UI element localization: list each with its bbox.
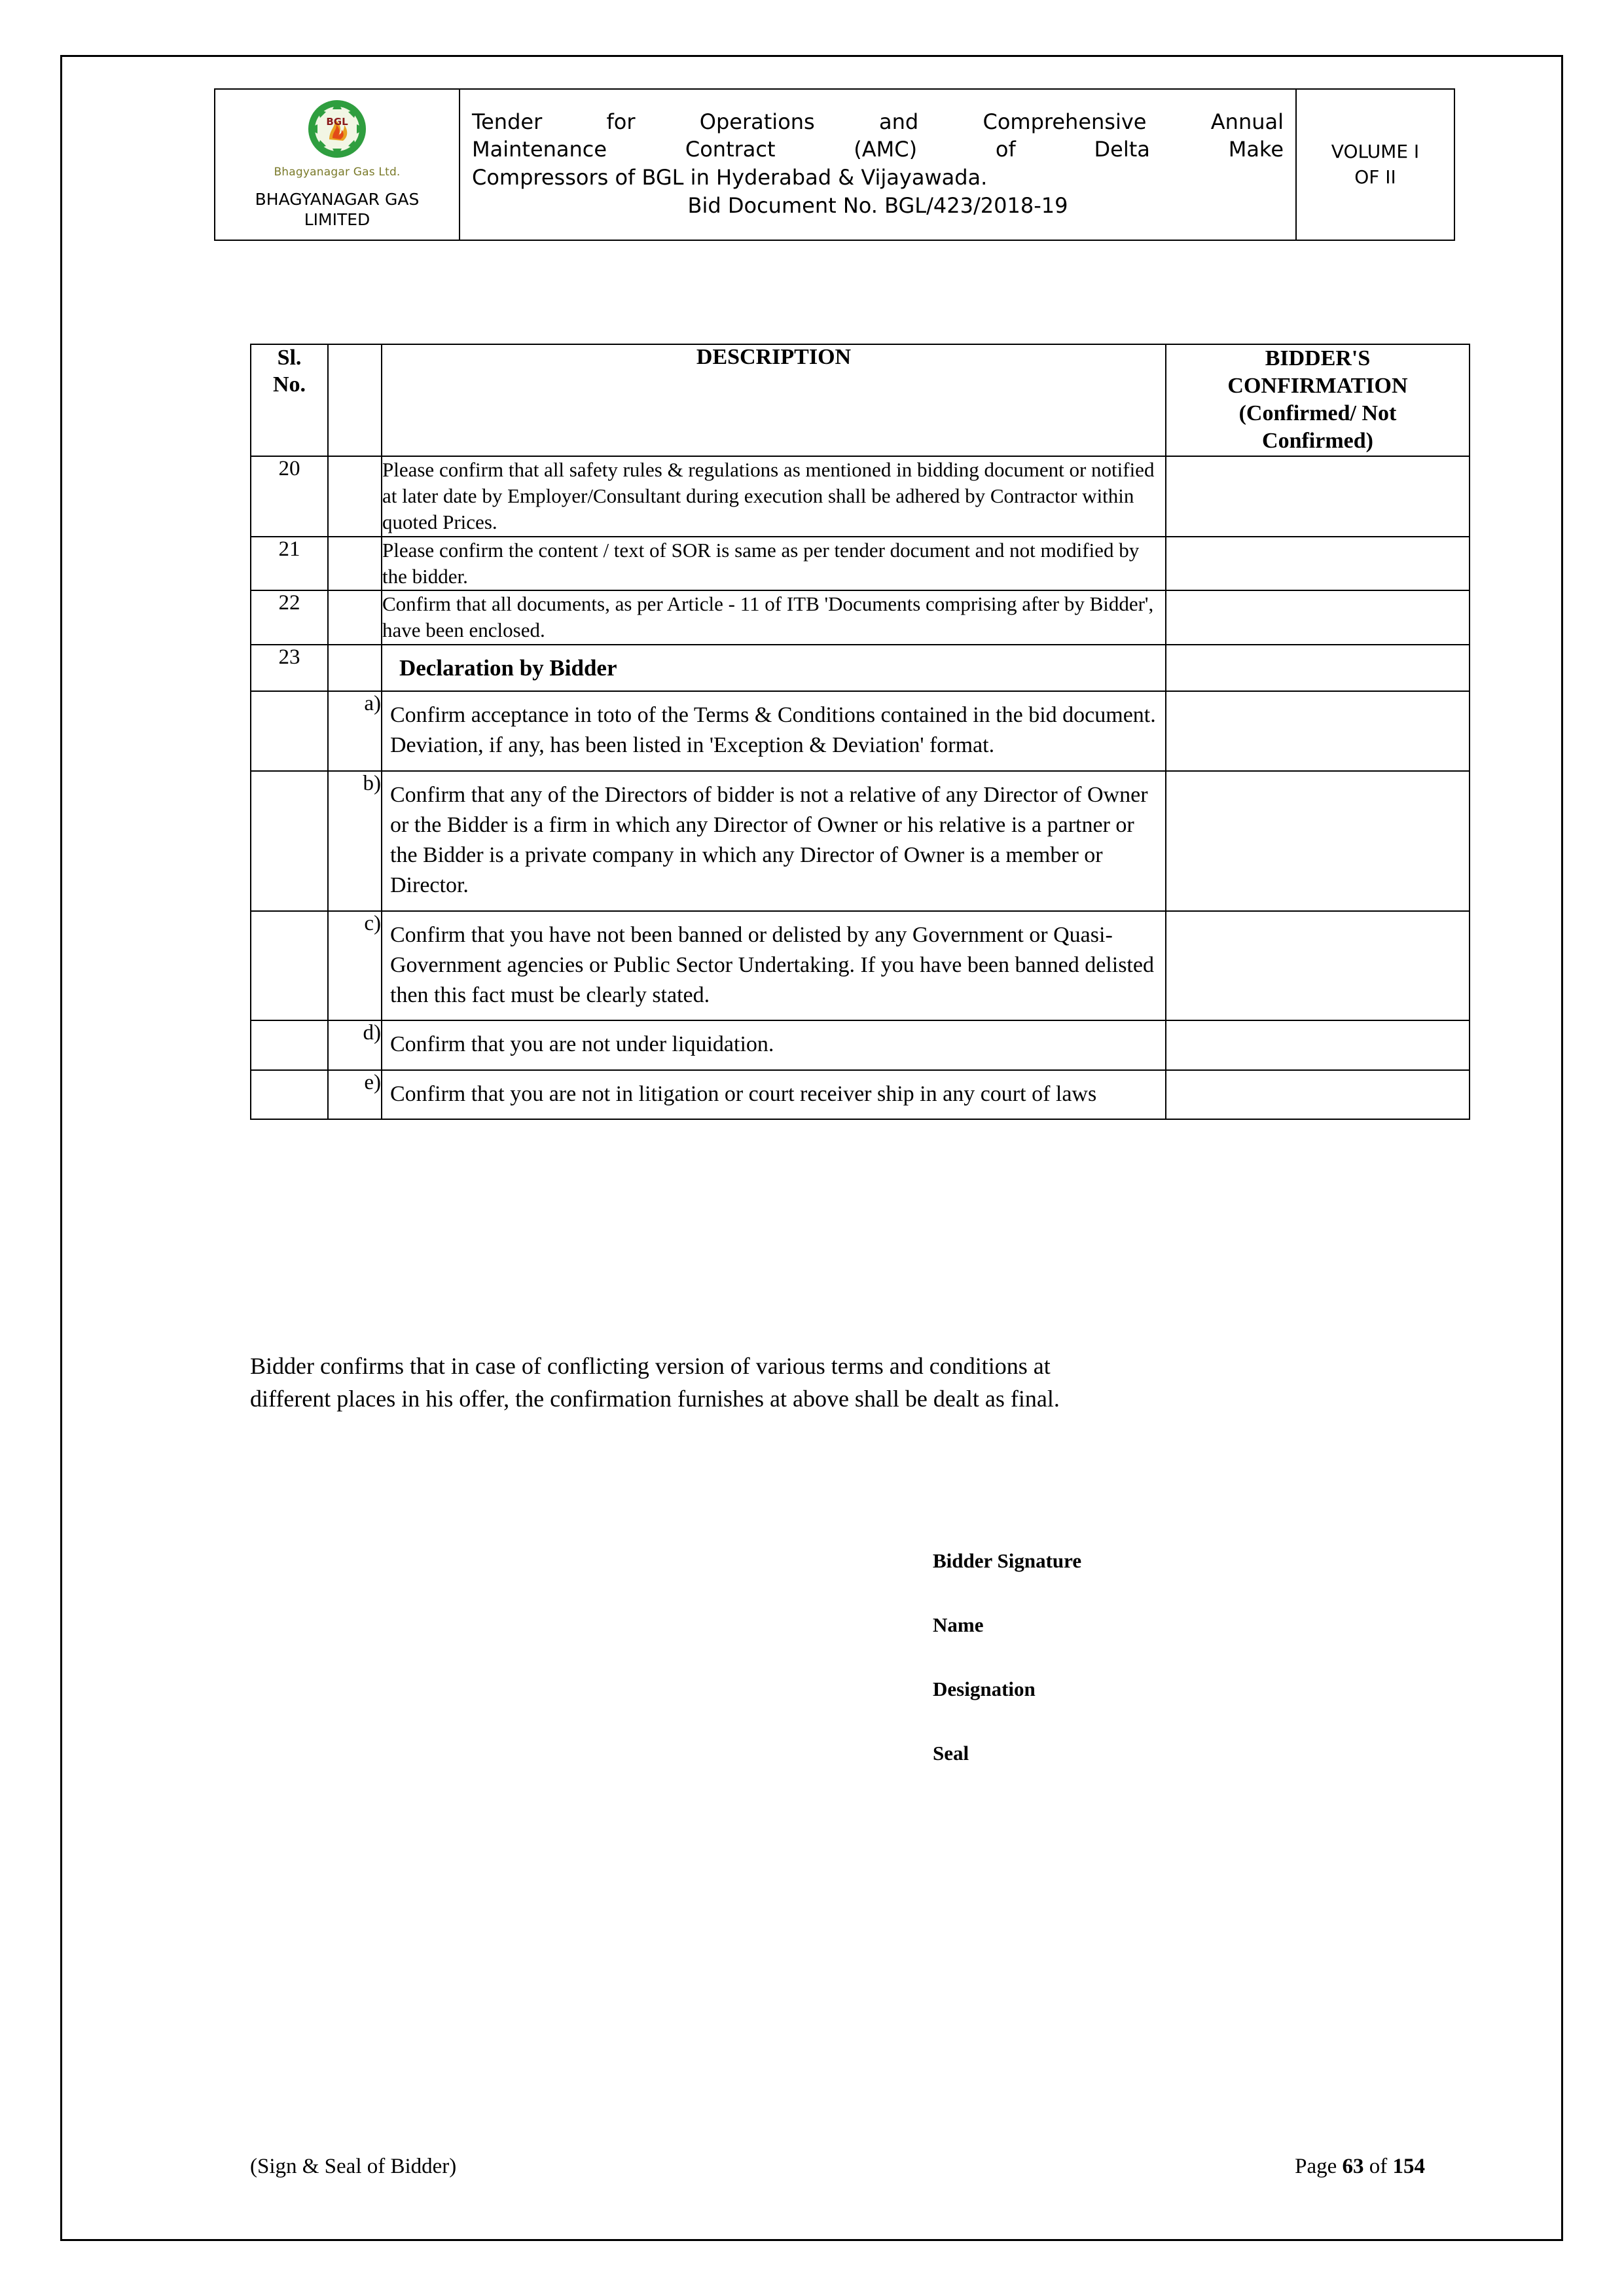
row-sub-label — [328, 645, 382, 692]
row-description: Confirm that you are not under liquidation. — [382, 1020, 1166, 1069]
row-description: Declaration by Bidder — [382, 645, 1166, 692]
row-confirmation-input[interactable] — [1166, 537, 1470, 591]
row-confirmation-input[interactable] — [1166, 456, 1470, 537]
table-row — [251, 537, 1470, 591]
footer-sign-seal: (Sign & Seal of Bidder) — [250, 2155, 457, 2178]
column-header-description: DESCRIPTION — [382, 344, 1166, 456]
svg-text:BGL: BGL — [326, 116, 348, 128]
table-row — [251, 911, 1470, 1021]
table-row — [251, 456, 1470, 537]
closing-paragraph-line2: different places in his offer, the confirmation furnishes at above shall be dealt as final. — [250, 1386, 1060, 1412]
document-header-table — [214, 88, 1455, 241]
column-header-sl-no: Sl. No. — [251, 344, 328, 456]
table-header-row — [251, 344, 1470, 456]
row-sl-no — [251, 1020, 328, 1069]
row-sub-label — [328, 590, 382, 645]
logo-company-line2: LIMITED — [304, 210, 370, 230]
bidder-confirmation-table — [250, 344, 1470, 1120]
table-row — [251, 1070, 1470, 1119]
header-title-line3: Compressors of BGL in Hyderabad & Vijayawada. — [472, 165, 988, 190]
row-sl-no: 23 — [251, 645, 328, 692]
header-bid-document-no: Bid Document No. BGL/423/2018-19 — [687, 193, 1068, 219]
logo-tagline: Bhagyanagar Gas Ltd. — [274, 166, 401, 179]
bidder-signature-label: Bidder Signature — [933, 1549, 1082, 1572]
header-logo-cell — [215, 89, 460, 240]
header-title-cell — [460, 89, 1296, 240]
table-row — [251, 691, 1470, 770]
signature-block — [933, 1549, 1081, 1806]
bgl-gas-logo-icon — [298, 96, 376, 164]
column-header-bidders-confirmation: BIDDER'S CONFIRMATION (Confirmed/ Not Confirmed) — [1166, 344, 1470, 456]
table-row — [251, 590, 1470, 645]
volume-line1: VOLUME I — [1331, 141, 1420, 163]
row-sl-no — [251, 691, 328, 770]
row-sl-no: 22 — [251, 590, 328, 645]
header-volume-cell — [1296, 89, 1454, 240]
row-sl-no — [251, 911, 328, 1021]
row-confirmation-input[interactable] — [1166, 1070, 1470, 1119]
row-confirmation-input[interactable] — [1166, 1020, 1470, 1069]
row-confirmation-input[interactable] — [1166, 691, 1470, 770]
row-confirmation-input[interactable] — [1166, 590, 1470, 645]
column-header-blank — [328, 344, 382, 456]
row-description: Confirm acceptance in toto of the Terms & Conditions contained in the bid document. Deviation, if any, has been listed in 'Exception & Deviation' format. — [382, 691, 1166, 770]
document-page — [60, 55, 1563, 2241]
row-confirmation-input[interactable] — [1166, 911, 1470, 1021]
name-label: Name — [933, 1613, 984, 1636]
table-row — [251, 1020, 1470, 1069]
row-description: Please confirm that all safety rules & regulations as mentioned in bidding document or notified at later date by Employer/Consultant during execution shall be adhered by Contractor within quoted Prices. — [382, 456, 1166, 537]
row-description: Confirm that you are not in litigation or court receiver ship in any court of laws — [382, 1070, 1166, 1119]
row-description: Please confirm the content / text of SOR is same as per tender document and not modified by the bidder. — [382, 537, 1166, 591]
row-description: Confirm that all documents, as per Article - 11 of ITB 'Documents comprising after by Bidder', have been enclosed. — [382, 590, 1166, 645]
header-title-line1: Tender for Operations and Comprehensive Annual — [472, 109, 1284, 134]
row-description: Confirm that you have not been banned or delisted by any Government or Quasi-Government agencies or Public Sector Undertaking. If you have been banned delisted then this fact must be clearly stated. — [382, 911, 1166, 1021]
row-sub-label: a) — [328, 691, 382, 770]
logo-company-line1: BHAGYANAGAR GAS — [255, 190, 420, 209]
header-title-line2: Maintenance Contract (AMC) of Delta Make — [472, 137, 1284, 162]
row-sl-no — [251, 1070, 328, 1119]
closing-paragraph-line1: Bidder confirms that in case of conflicting version of various terms and conditions at — [250, 1353, 1051, 1379]
table-row — [251, 645, 1470, 692]
row-sl-no — [251, 771, 328, 911]
designation-label: Designation — [933, 1677, 1036, 1700]
row-confirmation-input[interactable] — [1166, 771, 1470, 911]
row-sl-no: 21 — [251, 537, 328, 591]
volume-line2: OF II — [1354, 166, 1396, 188]
footer-page-number: Page 63 of 154 — [1295, 2155, 1425, 2178]
row-sub-label: b) — [328, 771, 382, 911]
row-sub-label: e) — [328, 1070, 382, 1119]
row-sub-label — [328, 456, 382, 537]
row-sub-label: c) — [328, 911, 382, 1021]
row-sl-no: 20 — [251, 456, 328, 537]
row-sub-label: d) — [328, 1020, 382, 1069]
row-description: Confirm that any of the Directors of bidder is not a relative of any Director of Owner or the Bidder is a firm in which any Director of Owner or his relative is a partner or the Bidder is a private company in which any Director of Owner is a member or Director. — [382, 771, 1166, 911]
seal-label: Seal — [933, 1742, 969, 1765]
row-sub-label — [328, 537, 382, 591]
closing-paragraph — [250, 1350, 1454, 1416]
table-row — [251, 771, 1470, 911]
row-confirmation-input[interactable] — [1166, 645, 1470, 692]
